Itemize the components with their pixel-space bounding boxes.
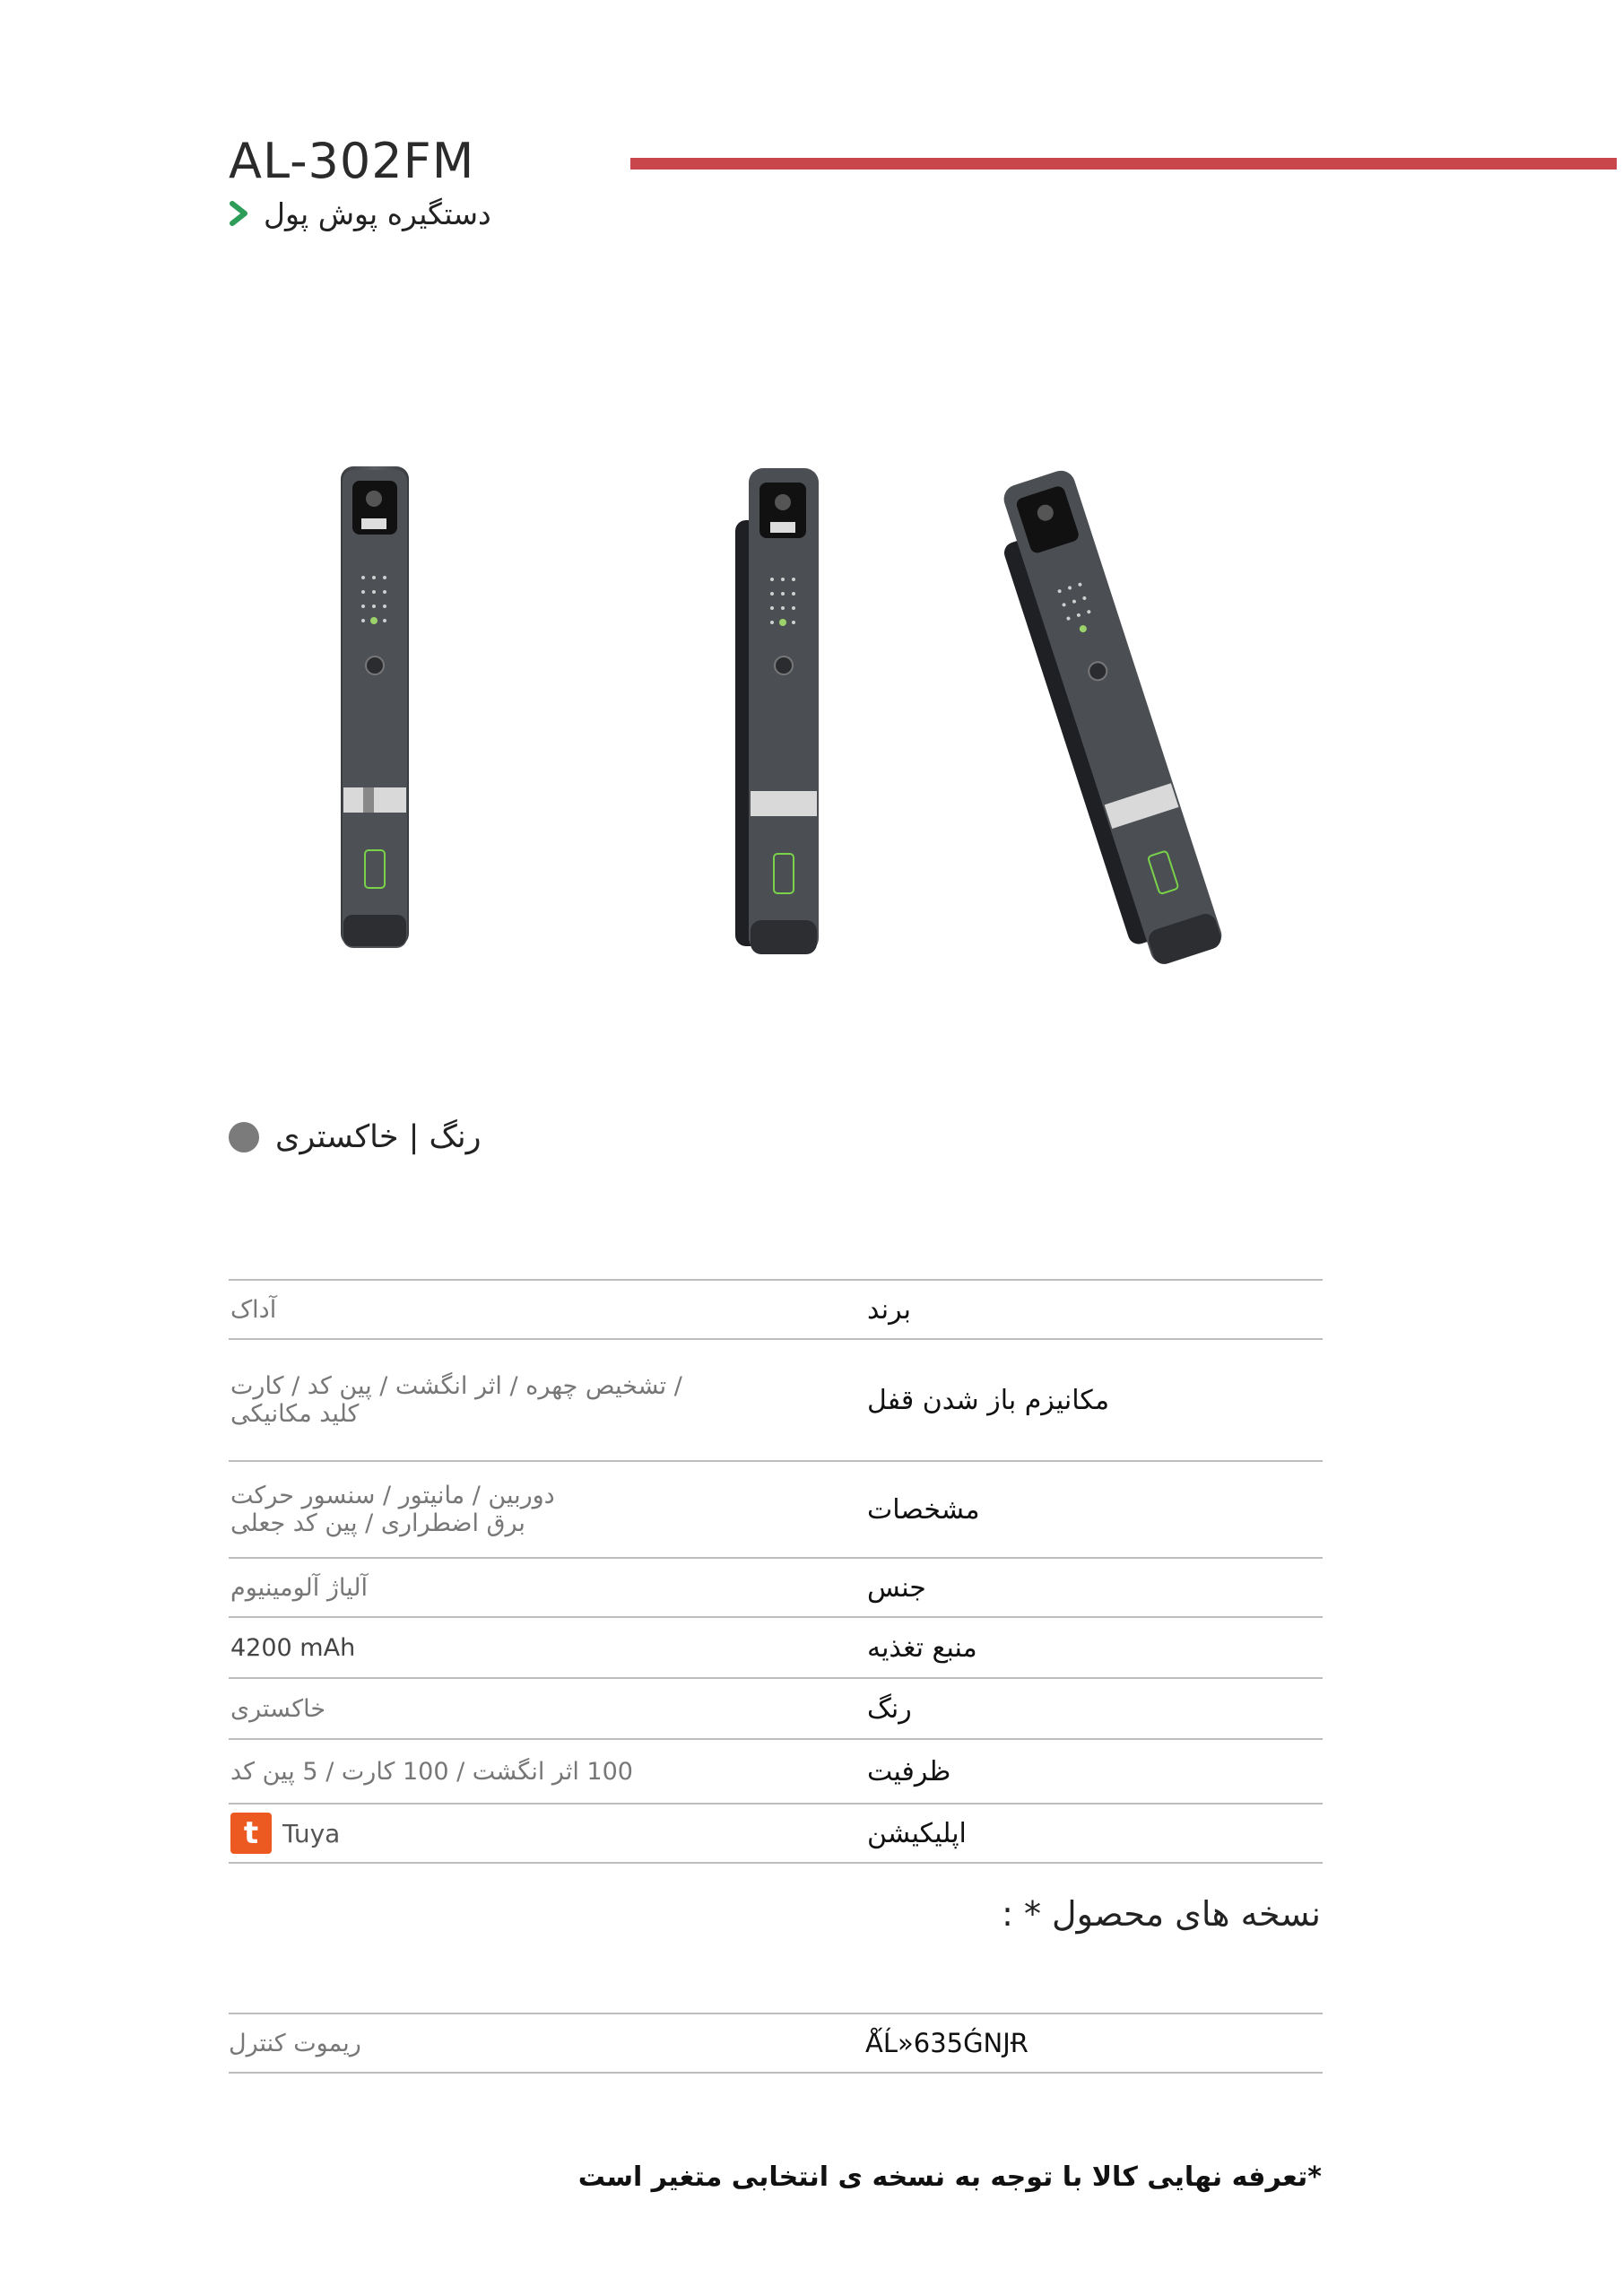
- color-swatch: [229, 1122, 259, 1152]
- table-row: [229, 1557, 1323, 1616]
- spec-value: آداک: [230, 1295, 277, 1324]
- version-key: ǺĹ»635ǴNJɌ: [865, 2028, 1028, 2058]
- tuya-app-icon: t: [230, 1813, 272, 1854]
- table-row: [229, 1338, 1323, 1460]
- accent-bar: [630, 158, 1617, 170]
- spec-key: ظرفیت: [867, 1755, 951, 1787]
- lock-front-view: [341, 466, 409, 948]
- lock-side-view: [985, 467, 1225, 972]
- product-subtitle: [228, 188, 491, 239]
- lock-angle-view: [735, 468, 819, 954]
- spec-value: [229, 1805, 867, 1862]
- color-indicator: [229, 1119, 481, 1155]
- spec-key: برند: [867, 1293, 911, 1326]
- spec-value: 100 اثر انگشت / 100 کارت / 5 پین کد: [230, 1757, 633, 1786]
- tuya-label: Tuya: [282, 1818, 341, 1848]
- spec-key: مکانیزم باز شدن قفل: [867, 1384, 1110, 1416]
- spec-key: اپلیکیشن: [867, 1817, 967, 1849]
- table-row: [229, 1677, 1323, 1738]
- table-row: [229, 1616, 1323, 1677]
- table-row: [229, 1738, 1323, 1803]
- spec-value: / تشخیص چهره / اثر انگشت / پین کد / کارت کلید مکانیکی: [230, 1372, 682, 1428]
- model-title: AL-302FM: [229, 133, 475, 189]
- version-value: ریموت کنترل: [229, 2029, 361, 2057]
- versions-heading: نسخه های محصول * :: [1002, 1894, 1321, 1934]
- door-lock-illustrations: [229, 430, 1327, 987]
- spec-key: جنس: [867, 1571, 926, 1604]
- table-row: [229, 2013, 1323, 2074]
- table-row: [229, 1460, 1323, 1557]
- spec-key: منبع تغذیه: [867, 1631, 977, 1664]
- spec-value: دوربین / مانیتور / سنسور حرکت برق اضطراری / پین کد جعلی: [230, 1482, 555, 1537]
- spec-value: 4200 mAh: [230, 1633, 356, 1662]
- price-footnote: *تعرفه نهایی کالا با توجه به نسخه ی انتخابی متغیر است: [577, 2161, 1322, 2193]
- product-images: [229, 430, 1327, 987]
- chevron-right-icon: [228, 200, 251, 227]
- table-row: [229, 1803, 1323, 1864]
- spec-value: آلیاژ آلومینیوم: [230, 1573, 368, 1602]
- tuya-app: [230, 1813, 867, 1854]
- subtitle-text: دستگیره پوش پول: [264, 196, 491, 231]
- spec-key: مشخصات: [867, 1493, 980, 1526]
- spec-key: رنگ: [867, 1692, 912, 1725]
- versions-table: [229, 2013, 1323, 2074]
- color-label: رنگ | خاکستری: [275, 1119, 482, 1155]
- table-row: [229, 1279, 1323, 1338]
- spec-value: خاکستری: [230, 1694, 326, 1723]
- specs-table: [229, 1279, 1323, 1864]
